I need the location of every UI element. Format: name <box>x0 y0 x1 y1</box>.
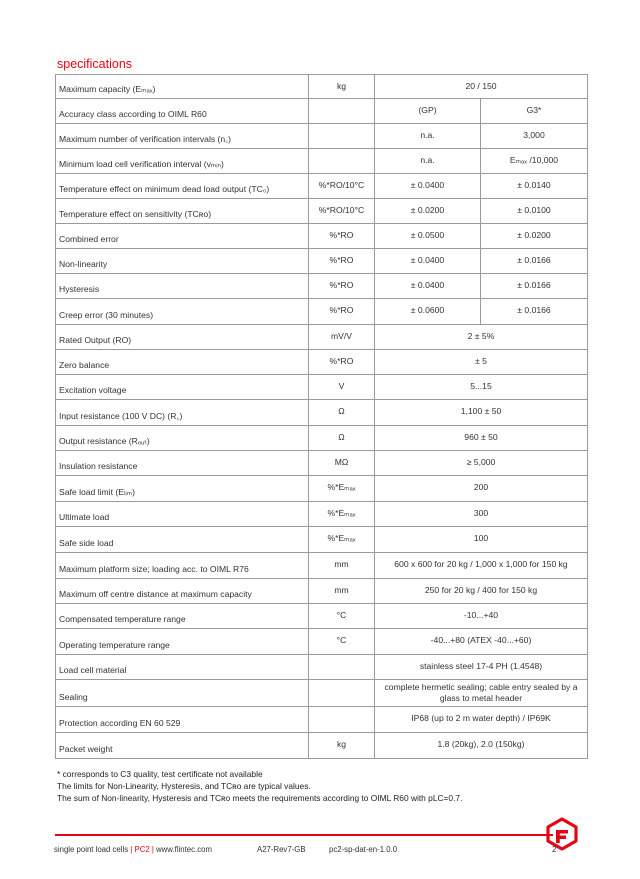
footer-page-number: 2 <box>552 845 557 854</box>
table-row <box>56 604 588 629</box>
table-row <box>56 527 588 553</box>
parameter-cell: Non-linearity <box>56 249 309 274</box>
unit-cell: Ω <box>309 400 375 426</box>
table-row <box>56 629 588 655</box>
parameter-cell: Accuracy class according to OIML R60 <box>56 99 309 124</box>
footer-doc-code: pc2-sp-dat-en-1.0.0 <box>329 845 398 854</box>
unit-cell: %*RO <box>309 224 375 249</box>
table-row <box>56 249 588 274</box>
value-cell: stainless steel 17-4 PH (1.4548) <box>375 655 588 680</box>
unit-cell: kg <box>309 75 375 99</box>
unit-cell: %*RO/10°C <box>309 199 375 224</box>
parameter-cell: Load cell material <box>56 655 309 680</box>
value-cell: 600 x 600 for 20 kg / 1,000 x 1,000 for 150 kg <box>375 553 588 579</box>
footer-revision: A27-Rev7-GB <box>257 845 306 854</box>
unit-cell: MΩ <box>309 451 375 476</box>
table-row <box>56 502 588 527</box>
parameter-cell: Zero balance <box>56 350 309 375</box>
gp-value-cell: ± 0.0200 <box>375 199 481 224</box>
parameter-cell: Input resistance (100 V DC) (R꜀) <box>56 400 309 426</box>
flintec-logo-icon <box>545 817 579 856</box>
value-cell: 1.8 (20kg), 2.0 (150kg) <box>375 733 588 759</box>
unit-cell: mm <box>309 579 375 604</box>
footer-separator: | <box>130 845 133 854</box>
parameter-cell: Protection according EN 60 529 <box>56 707 309 733</box>
parameter-cell: Excitation voltage <box>56 375 309 400</box>
footer-website-link[interactable]: www.flintec.com <box>156 845 212 854</box>
parameter-cell: Creep error (30 minutes) <box>56 299 309 325</box>
parameter-cell: Packet weight <box>56 733 309 759</box>
parameter-cell: Maximum number of verification intervals (n꜀) <box>56 124 309 149</box>
table-row <box>56 299 588 325</box>
value-cell: complete hermetic sealing; cable entry sealed by a glass to metal header <box>375 680 588 707</box>
parameter-cell: Compensated temperature range <box>56 604 309 629</box>
table-row <box>56 149 588 174</box>
unit-cell <box>309 99 375 124</box>
parameter-cell: Sealing <box>56 680 309 707</box>
footer-separator: | <box>151 845 154 854</box>
g3-value-cell: Eₘₐₓ /10,000 <box>481 149 588 174</box>
gp-value-cell: ± 0.0500 <box>375 224 481 249</box>
footnotes <box>57 768 462 804</box>
table-row <box>56 655 588 680</box>
value-cell: 2 ± 5% <box>375 325 588 350</box>
g3-value-cell: ± 0.0140 <box>481 174 588 199</box>
unit-cell: %*Eₘₐₓ <box>309 476 375 502</box>
table-row <box>56 99 588 124</box>
value-cell: 5...15 <box>375 375 588 400</box>
table-row <box>56 451 588 476</box>
unit-cell: %*RO <box>309 274 375 299</box>
table-row <box>56 199 588 224</box>
gp-value-cell: n.a. <box>375 149 481 174</box>
parameter-cell: Temperature effect on minimum dead load output (TC₀) <box>56 174 309 199</box>
unit-cell <box>309 149 375 174</box>
g3-value-cell: ± 0.0166 <box>481 299 588 325</box>
parameter-cell: Minimum load cell verification interval (vₘᵢₙ) <box>56 149 309 174</box>
value-cell: 250 for 20 kg / 400 for 150 kg <box>375 579 588 604</box>
parameter-cell: Safe load limit (Eₗᵢₘ) <box>56 476 309 502</box>
table-row <box>56 124 588 149</box>
unit-cell <box>309 124 375 149</box>
table-row <box>56 680 588 707</box>
footer-divider <box>55 834 553 836</box>
unit-cell: %*Eₘₐₓ <box>309 527 375 553</box>
footer-model: PC2 <box>134 845 150 854</box>
parameter-cell: Maximum platform size; loading acc. to OIML R76 <box>56 553 309 579</box>
unit-cell <box>309 707 375 733</box>
parameter-cell: Combined error <box>56 224 309 249</box>
g3-value-cell: ± 0.0166 <box>481 249 588 274</box>
footnote-line: * corresponds to C3 quality, test certificate not available <box>57 769 263 779</box>
table-row <box>56 400 588 426</box>
value-cell: 20 / 150 <box>375 75 588 99</box>
g3-value-cell: 3,000 <box>481 124 588 149</box>
unit-cell: kg <box>309 733 375 759</box>
table-row <box>56 224 588 249</box>
value-cell: 200 <box>375 476 588 502</box>
section-title: specifications <box>57 57 133 71</box>
value-cell: 300 <box>375 502 588 527</box>
unit-cell: %*RO <box>309 299 375 325</box>
table-row <box>56 476 588 502</box>
table-row <box>56 733 588 759</box>
footer-left <box>54 845 212 854</box>
unit-cell: °C <box>309 629 375 655</box>
parameter-cell: Maximum off centre distance at maximum capacity <box>56 579 309 604</box>
value-cell: ± 5 <box>375 350 588 375</box>
parameter-cell: Operating temperature range <box>56 629 309 655</box>
parameter-cell: Rated Output (RO) <box>56 325 309 350</box>
specifications-table <box>55 74 588 759</box>
unit-cell: Ω <box>309 426 375 451</box>
table-row <box>56 579 588 604</box>
unit-cell: %*RO/10°C <box>309 174 375 199</box>
unit-cell: mV/V <box>309 325 375 350</box>
parameter-cell: Ultimate load <box>56 502 309 527</box>
unit-cell <box>309 655 375 680</box>
table-row <box>56 707 588 733</box>
table-row <box>56 75 588 99</box>
unit-cell: V <box>309 375 375 400</box>
table-row <box>56 553 588 579</box>
unit-cell <box>309 680 375 707</box>
value-cell: -40...+80 (ATEX -40...+60) <box>375 629 588 655</box>
gp-value-cell: ± 0.0400 <box>375 274 481 299</box>
gp-value-cell: ± 0.0600 <box>375 299 481 325</box>
footnote-line: The sum of Non-linearity, Hysteresis and TCʀᴏ meets the requirements according to OIML R60 with pLC=0.7. <box>57 793 463 803</box>
gp-value-cell: ± 0.0400 <box>375 174 481 199</box>
footer-product-line: single point load cells <box>54 845 129 854</box>
value-cell: 100 <box>375 527 588 553</box>
value-cell: 960 ± 50 <box>375 426 588 451</box>
value-cell: -10...+40 <box>375 604 588 629</box>
parameter-cell: Safe side load <box>56 527 309 553</box>
parameter-cell: Output resistance (Rₒᵤₜ) <box>56 426 309 451</box>
table-row <box>56 274 588 299</box>
g3-value-cell: ± 0.0200 <box>481 224 588 249</box>
parameter-cell: Temperature effect on sensitivity (TCʀᴏ) <box>56 199 309 224</box>
table-row <box>56 426 588 451</box>
parameter-cell: Maximum capacity (Eₘₐₓ) <box>56 75 309 99</box>
gp-value-cell: (GP) <box>375 99 481 124</box>
g3-value-cell: ± 0.0100 <box>481 199 588 224</box>
value-cell: 1,100 ± 50 <box>375 400 588 426</box>
unit-cell: %*RO <box>309 249 375 274</box>
g3-value-cell: G3* <box>481 99 588 124</box>
table-row <box>56 375 588 400</box>
gp-value-cell: n.a. <box>375 124 481 149</box>
unit-cell: °C <box>309 604 375 629</box>
g3-value-cell: ± 0.0166 <box>481 274 588 299</box>
unit-cell: mm <box>309 553 375 579</box>
parameter-cell: Hysteresis <box>56 274 309 299</box>
unit-cell: %*Eₘₐₓ <box>309 502 375 527</box>
value-cell: IP68 (up to 2 m water depth) / IP69K <box>375 707 588 733</box>
parameter-cell: Insulation resistance <box>56 451 309 476</box>
table-row <box>56 350 588 375</box>
gp-value-cell: ± 0.0400 <box>375 249 481 274</box>
unit-cell: %*RO <box>309 350 375 375</box>
table-row <box>56 325 588 350</box>
footnote-line: The limits for Non-Linearity, Hysteresis, and TCʀᴏ are typical values. <box>57 781 311 791</box>
table-row <box>56 174 588 199</box>
value-cell: ≥ 5,000 <box>375 451 588 476</box>
